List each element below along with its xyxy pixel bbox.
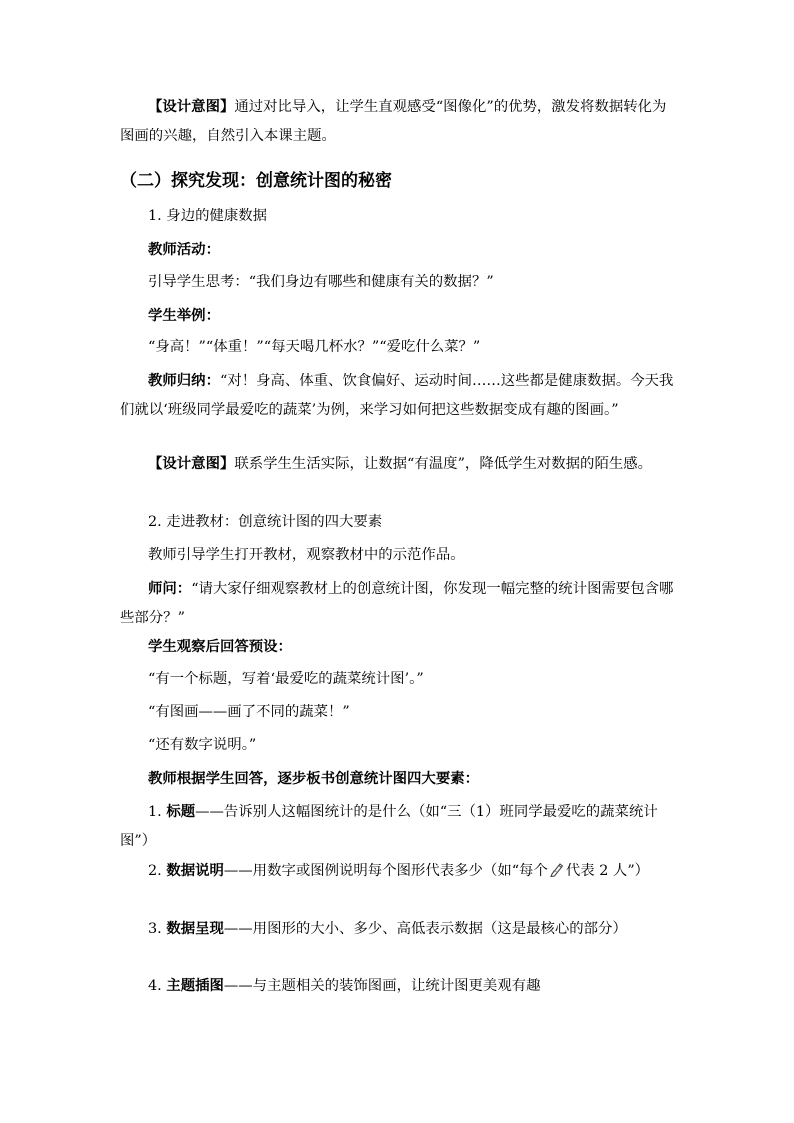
element-2-name: 数据说明 — [166, 862, 224, 879]
element-1-number: 1. — [148, 804, 167, 820]
item2-title: 2. 走进教材：创意统计图的四大要素 — [148, 514, 383, 530]
item1-title: 1. 身边的健康数据 — [148, 208, 268, 224]
student-examples: “身高！”“体重！”“每天喝几杯水？”“爱吃什么菜？” — [148, 339, 481, 355]
answer-1: “有一个标题，写着‘最爱吃的蔬菜统计图’。” — [148, 671, 424, 687]
teacher-question-text: “请大家仔细观察教材上的创意统计图，你发现一幅完整的统计图需要包含哪些部分？” — [120, 581, 674, 626]
pen-icon — [549, 861, 565, 877]
teacher-question-label: 师问： — [148, 580, 192, 597]
teacher-guide-2: 教师引导学生打开教材，观察教材中的示范作品。 — [148, 547, 465, 563]
element-3-text: ——用图形的大小、多少、高低表示数据（这是最核心的部分） — [223, 921, 627, 937]
design-intent-paragraph-2 — [120, 449, 676, 479]
element-2-text-before: ——用数字或图例说明每个图形代表多少（如“每个 — [223, 863, 548, 879]
teacher-summary-text: “对！身高、体重、饮食偏好、运动时间……这些都是健康数据。今天我们就以‘班级同学最爱吃的蔬菜’为例，来学习如何把这些数据变成有趣的图画。” — [120, 373, 674, 418]
element-4-name: 主题插图 — [166, 977, 224, 994]
teacher-summary-paragraph — [120, 366, 676, 425]
student-answer-label: 学生观察后回答预设： — [148, 638, 292, 655]
design-intent-label-2: 【设计意图】 — [148, 455, 235, 472]
teacher-guide: 引导学生思考：“我们身边有哪些和健康有关的数据？” — [148, 274, 494, 290]
teacher-summary-label: 教师归纳： — [148, 372, 220, 389]
section-heading: （二）探究发现：创意统计图的秘密 — [120, 171, 392, 191]
element-1-text: ——告诉别人这幅图统计的是什么（如“三（1）班同学最爱吃的蔬菜统计图”） — [120, 804, 658, 849]
student-examples-label: 学生举例： — [148, 307, 220, 324]
element-4 — [120, 971, 676, 1001]
element-2-text-after: 代表 2 人”） — [565, 863, 650, 879]
board-writing-label: 教师根据学生回答，逐步板书创意统计图四大要素： — [148, 770, 479, 787]
teacher-question-paragraph — [120, 574, 676, 633]
element-4-number: 4. — [148, 978, 167, 994]
element-3-number: 3. — [148, 921, 167, 937]
element-1-name: 标题 — [166, 803, 196, 820]
element-3-name: 数据呈现 — [166, 920, 224, 937]
design-intent-text: 通过对比导入，让学生直观感受“图像化”的优势，激发将数据转化为图画的兴趣，自然引入本课主题。 — [120, 99, 667, 144]
answer-3: “还有数字说明。” — [148, 737, 257, 753]
element-2 — [120, 856, 676, 886]
answer-2: “有图画——画了不同的蔬菜！” — [148, 704, 350, 720]
design-intent-label: 【设计意图】 — [148, 98, 235, 115]
element-2-number: 2. — [148, 863, 167, 879]
design-intent-text-2: 联系学生生活实际，让数据“有温度”，降低学生对数据的陌生感。 — [234, 456, 653, 472]
teacher-activity-label: 教师活动： — [148, 241, 220, 258]
design-intent-paragraph-1 — [120, 92, 676, 151]
element-1 — [120, 797, 676, 856]
element-3 — [120, 914, 676, 944]
element-4-text: ——与主题相关的装饰图画，让统计图更美观有趣 — [223, 978, 541, 994]
